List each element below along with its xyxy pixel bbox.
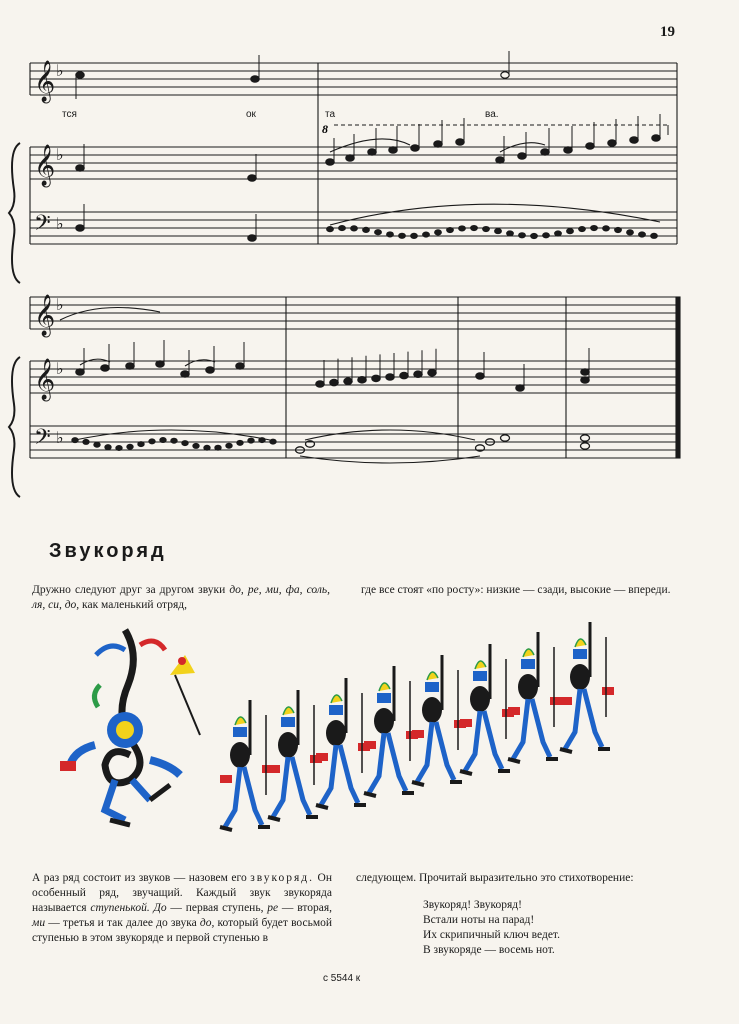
notehead <box>630 137 638 143</box>
notehead <box>586 143 594 149</box>
notehead <box>116 445 122 450</box>
key-signature: ♭ <box>56 359 64 378</box>
notehead <box>160 438 166 443</box>
notehead <box>567 229 574 234</box>
notehead <box>447 227 454 232</box>
notehead <box>428 370 436 376</box>
notehead <box>581 369 589 375</box>
poem-line: Встали ноты на парад! <box>423 914 535 926</box>
notehead <box>171 438 177 443</box>
notehead <box>627 230 634 235</box>
notehead <box>483 226 490 231</box>
intro-column-right <box>361 583 675 598</box>
notehead <box>543 233 550 238</box>
notehead <box>652 135 660 141</box>
notehead <box>76 72 84 78</box>
notehead <box>182 441 188 446</box>
notehead <box>226 443 232 448</box>
notehead <box>339 225 346 230</box>
notehead <box>501 72 509 78</box>
notehead <box>459 226 466 231</box>
body-column-left <box>32 871 332 946</box>
note-re: ре <box>267 902 279 914</box>
notehead <box>204 445 210 450</box>
section-title: Звукоряд <box>49 540 167 562</box>
intro-column-left <box>32 583 330 613</box>
notehead <box>344 378 352 384</box>
notehead <box>248 438 254 443</box>
notehead <box>564 147 572 153</box>
notehead <box>581 435 590 441</box>
notehead <box>579 226 586 231</box>
notehead <box>193 443 199 448</box>
notehead <box>495 228 502 233</box>
lyric-1: тся <box>62 109 77 120</box>
body-column-right <box>356 871 672 958</box>
catalog-number: с 5544 к <box>323 973 361 984</box>
bass-clef: 𝄢 <box>34 425 51 455</box>
lyrics <box>62 109 499 120</box>
notehead <box>434 141 442 147</box>
notehead <box>270 439 276 444</box>
bass-clef: 𝄢 <box>34 211 51 241</box>
marching-note <box>316 678 370 808</box>
notehead <box>105 445 111 450</box>
notehead <box>414 371 422 377</box>
notehead <box>206 367 214 373</box>
slurs <box>60 139 660 463</box>
notehead <box>94 442 100 447</box>
notehead <box>236 363 244 369</box>
treble-clef: 𝄞 <box>34 61 56 102</box>
slur <box>330 204 660 225</box>
treble-clef: 𝄞 <box>34 295 56 336</box>
marching-notes <box>220 622 614 830</box>
term-stupenka: ступенькой. <box>90 902 150 914</box>
notehead <box>581 377 589 383</box>
body-text-right: следующем. Прочитай выразительно это стихотворение: <box>356 872 634 884</box>
notehead <box>248 175 256 181</box>
notehead <box>368 149 376 155</box>
intro-text-right: где все стоят «по росту»: низкие — сзади, высокие — впереди. <box>361 584 671 596</box>
body-text: А раз ряд состоит из звуков — назовем его <box>32 872 251 884</box>
notehead <box>237 440 243 445</box>
notehead <box>375 230 382 235</box>
notehead <box>387 232 394 237</box>
notehead <box>346 155 354 161</box>
notehead <box>149 439 155 444</box>
notehead <box>327 227 334 232</box>
lyric-3: та <box>325 109 336 120</box>
notehead <box>363 227 370 232</box>
notehead <box>76 225 84 231</box>
notehead <box>615 227 622 232</box>
final-barline <box>676 297 680 458</box>
body-text: — первая ступень, <box>166 902 268 914</box>
clefs <box>34 60 64 455</box>
body-text: — вторая, <box>278 902 332 914</box>
slur <box>300 456 480 463</box>
octave-mark: 8 <box>322 122 328 136</box>
poem-line: Их скрипичный ключ ведет. <box>423 929 560 941</box>
note-do: До <box>153 902 167 914</box>
notehead <box>531 233 538 238</box>
notehead <box>516 385 524 391</box>
notehead <box>541 149 549 155</box>
poem-line: В звукоряде — восемь нот. <box>423 944 555 956</box>
notehead <box>156 361 164 367</box>
notehead <box>248 235 256 241</box>
notehead <box>411 233 418 238</box>
notehead <box>76 165 84 171</box>
notehead <box>496 157 504 163</box>
notehead <box>83 439 89 444</box>
marching-note <box>412 655 466 785</box>
notehead <box>372 375 380 381</box>
notehead <box>423 232 430 237</box>
brace-system-1 <box>9 143 20 283</box>
marching-note <box>460 644 514 774</box>
marching-note <box>560 622 614 752</box>
marching-note <box>508 632 562 762</box>
notehead <box>126 363 134 369</box>
notehead <box>181 371 189 377</box>
note-do: до, <box>199 917 215 929</box>
poem-line: Звукоряд! Звукоряд! <box>423 899 522 911</box>
slur <box>60 308 160 321</box>
notehead <box>127 444 133 449</box>
intro-text: Дружно следуют друг за другом звуки <box>32 584 230 596</box>
notehead <box>411 145 419 151</box>
notehead <box>316 381 324 387</box>
notehead <box>72 438 78 443</box>
notehead <box>501 435 510 441</box>
key-signature: ♭ <box>56 214 64 233</box>
treble-clef-figure <box>60 630 200 825</box>
notehead <box>518 153 526 159</box>
note-mi: ми <box>32 917 46 929</box>
intro-notes: до, ре, ми, фа, соль, ля, си, до, <box>32 584 330 611</box>
marching-note <box>220 700 274 830</box>
notehead <box>251 76 259 82</box>
notehead <box>608 140 616 146</box>
page-number: 19 <box>660 24 675 40</box>
notehead <box>358 377 366 383</box>
notehead <box>330 379 338 385</box>
marching-note <box>268 690 322 820</box>
brace-system-2 <box>9 357 20 497</box>
staff-lines <box>30 63 677 458</box>
notehead <box>555 231 562 236</box>
barlines <box>30 63 680 458</box>
key-signature: ♭ <box>56 61 64 80</box>
slur <box>305 430 475 440</box>
notehead <box>581 443 590 449</box>
notehead <box>76 369 84 375</box>
key-signature: ♭ <box>56 428 64 447</box>
body-text: Он особенный ряд, звучащий. Каждый звук звукоряда называется <box>32 872 332 914</box>
notehead <box>400 372 408 378</box>
braces <box>9 143 20 497</box>
notehead <box>519 233 526 238</box>
key-signature: ♭ <box>56 295 64 314</box>
notehead <box>435 230 442 235</box>
body-text: — третья и так далее до звука <box>45 917 200 929</box>
marching-note <box>364 666 418 796</box>
poem <box>423 898 672 958</box>
term-zvukoryad: звукоряд. <box>250 872 315 884</box>
notehead <box>138 442 144 447</box>
notehead <box>351 226 358 231</box>
notehead <box>591 225 598 230</box>
notehead <box>389 147 397 153</box>
notehead <box>215 445 221 450</box>
notehead <box>651 233 658 238</box>
notehead <box>101 365 109 371</box>
notehead <box>386 374 394 380</box>
intro-text-end: как маленький отряд, <box>79 599 187 611</box>
notehead <box>471 225 478 230</box>
notehead <box>639 232 646 237</box>
lyric-2: ок <box>246 109 256 120</box>
notehead <box>399 233 406 238</box>
illustration-marching-notes <box>0 615 739 840</box>
notehead <box>456 139 464 145</box>
treble-clef: 𝄞 <box>34 359 56 400</box>
lyric-4: ва. <box>485 109 499 120</box>
body-text: который будет восьмой ступенью в этом звукоряде и первой ступенью в <box>32 917 333 944</box>
notehead <box>507 231 514 236</box>
notehead <box>326 159 334 165</box>
treble-clef: 𝄞 <box>34 145 56 186</box>
notehead <box>476 373 484 379</box>
notehead <box>603 226 610 231</box>
key-signature: ♭ <box>56 145 64 164</box>
